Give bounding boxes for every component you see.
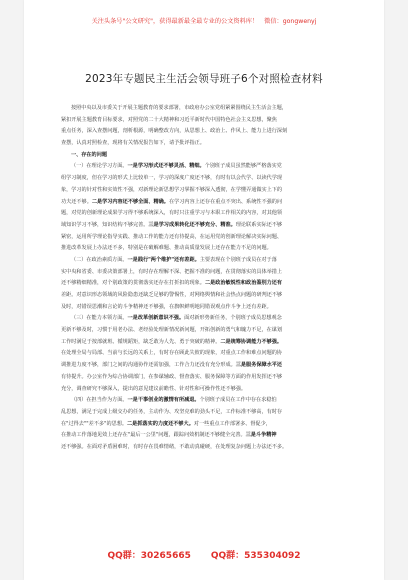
- body-line: 调推进力度不够，部门之间的沟通协作还需加强，工作合力还没有充分形成。三是服务保障水平还: [61, 362, 283, 369]
- body-line: 推进改革发展上办法还不多，特别是在破解难题、推动高质量发展上还存在能力不足的问题。: [61, 245, 272, 252]
- body-line: 按照中央以及市委关于开展主题教育的要求部署，市政府办公室党组紧紧围绕民主生活会主题，: [71, 105, 287, 111]
- body-line: 工作时满足于按部就班、循规蹈矩，缺乏敢为人先、勇于突破的精神。二是统筹协调能力不够强。: [61, 338, 283, 345]
- wechat-id: 微信：gongwenyj: [264, 18, 317, 25]
- promo-banner: [24, 16, 384, 25]
- body-line: 在处理全局与局部、当前与长远的关系上，有时存在顾此失彼的现象，对重点工作和难点问题的协: [61, 350, 283, 357]
- bold-phrase: 三是斗争精神: [245, 432, 277, 439]
- body-line: 更新不够及时，习惯于用老办法、老经验处理新情况新问题，开拓创新的勇气和魄力不足，在谋划: [61, 327, 283, 334]
- body-line: 还不够强。在面对矛盾困难时，有时存在畏难情绪，不敢动真碰硬，在处理复杂问题上办法还不多。: [61, 443, 288, 450]
- body-line: 域知识学习不够，知识结构不够完善。三是学习成果转化还不够充分、精准。理论联系实际还不够: [61, 221, 283, 228]
- body-line: 查摆，认真对照检查，现将有关情况报告如下，请予批评指正。: [61, 140, 205, 147]
- bold-phrase: 一是干事创业的激情有所减退。: [127, 397, 200, 404]
- bold-phrase: 二是统筹协调能力不够强。: [220, 338, 283, 345]
- bold-phrase: 二是抓落实的力度还不够大。: [127, 420, 194, 427]
- bold-phrase: 三是服务保障水平还: [235, 362, 283, 369]
- bold-phrase: 一是学习形式还不够灵活、精细。: [127, 163, 205, 170]
- promo-text: 关注头条号"公文研究"，获得最新最全最专业的公文资料库！: [91, 18, 259, 25]
- body-line: 乱思想，满足于完成上级交办的任务，主动作为、攻坚克难的劲头不足，工作标准不够高，有时存: [61, 408, 283, 415]
- qq-group-1: QQ群：30265665: [107, 551, 191, 561]
- body-line: 在推动工作落地见效上还存在"最后一公里"问题，跟踪问效机制还不够健全完善。三是斗争精神: [61, 432, 277, 439]
- body-line: 实中央和省委、市委决策部署上，有时存在理解不深、把握不准的问题，在贯彻落实的具体举措上: [61, 268, 283, 275]
- document-title: 2023年专题民主生活会领导班子6个对照检查材料: [85, 73, 323, 85]
- body-line: 及时，对错误思潮和言论的斗争精神还不够强，在旗帜鲜明地同错误观点作斗争上还有差距。: [61, 303, 272, 310]
- contact-footer: [24, 548, 384, 561]
- body-line: 在"过得去""差不多"的思想。二是抓落实的力度还不够大。对一些重点工作部署多、督促少，: [61, 420, 271, 427]
- body-line: 有待提升。办公室作为综合协调部门，在参谋辅政、督查落实、服务保障等方面的作用发挥还不够: [61, 373, 283, 380]
- body-line: 组学习制度，但在学习的形式上比较单一，学习的深度广度还不够，有时有以会代学、以读代学现: [61, 175, 283, 182]
- body-line: 还不够精细精准，对个别政策的贯彻落实还存在打折扣的现象。二是政治敏锐性和政治鉴别力还有: [61, 280, 283, 287]
- bold-phrase: 二是政治敏锐性和政治鉴别力还有: [204, 280, 283, 287]
- qq-group-2: QQ群：535304092: [210, 551, 301, 561]
- body-line: （一）在理论学习方面。一是学习形式还不够灵活、精细。个别班子成员虽然能够严格落实党: [71, 163, 282, 170]
- document-body: [61, 103, 348, 454]
- body-line: 功夫还不够。二是学习内容还不够全面、精确。在学习内容上还存在重点不突出、系统性不强的问: [61, 198, 283, 205]
- body-line: （二）在政治素质方面。一是践行"两个维护"还有差距。主要表现在个别班子成员在对于落: [71, 256, 277, 263]
- body-line: 紧密，运用所学理论指导实践、推动工作的能力还有待提高，在运用党的创新理论解决实际问题、: [61, 233, 283, 240]
- bold-phrase: 一是践行"两个维护"还有差距。: [127, 256, 200, 263]
- bold-phrase: 三是学习成果转化还不够充分、精准。: [148, 221, 236, 228]
- body-line: （四）在担当作为方面。一是干事创业的激情有所减退。个别班子成员在工作中存在求稳怕: [71, 397, 277, 404]
- body-line: 充分，调查研究不够深入，提出的意见建议前瞻性、针对性和可操作性还不够强。: [61, 385, 247, 392]
- section-heading: 一、存在的问题: [71, 151, 107, 158]
- bold-phrase: 一是改革创新意识不强。: [127, 315, 185, 322]
- bold-phrase: 二是学习内容还不够全面、精确。: [91, 198, 169, 205]
- body-line: 差距。对意识形态领域的风险隐患还缺乏足够的警惕性，对网络舆情和社会热点问题的研判还不够: [61, 292, 283, 298]
- body-line: 紧扣开展主题教育目标要求，对照党的二十大精神和习近平新时代中国特色社会主义思想，聚焦: [61, 116, 277, 123]
- body-line: （三）在能力本领方面。一是改革创新意识不强。面对新形势新任务，个别班子成员思想观念: [71, 315, 282, 322]
- body-line: 题，对党的创新理论成果学习得不够系统深入，有时只注重学习与本职工作相关的内容，对其他领: [61, 210, 283, 217]
- body-line: 重点任务，深入查摆问题，剖析根源，明确整改方向，从思想上、政治上、作风上、能力上进行深刻: [61, 128, 288, 135]
- body-line: 象，学习的针对性和实效性不强，对新理论新思想学习掌握不够深入透彻，在学懂弄通做实上下的: [61, 186, 283, 193]
- document-page: [24, 0, 384, 580]
